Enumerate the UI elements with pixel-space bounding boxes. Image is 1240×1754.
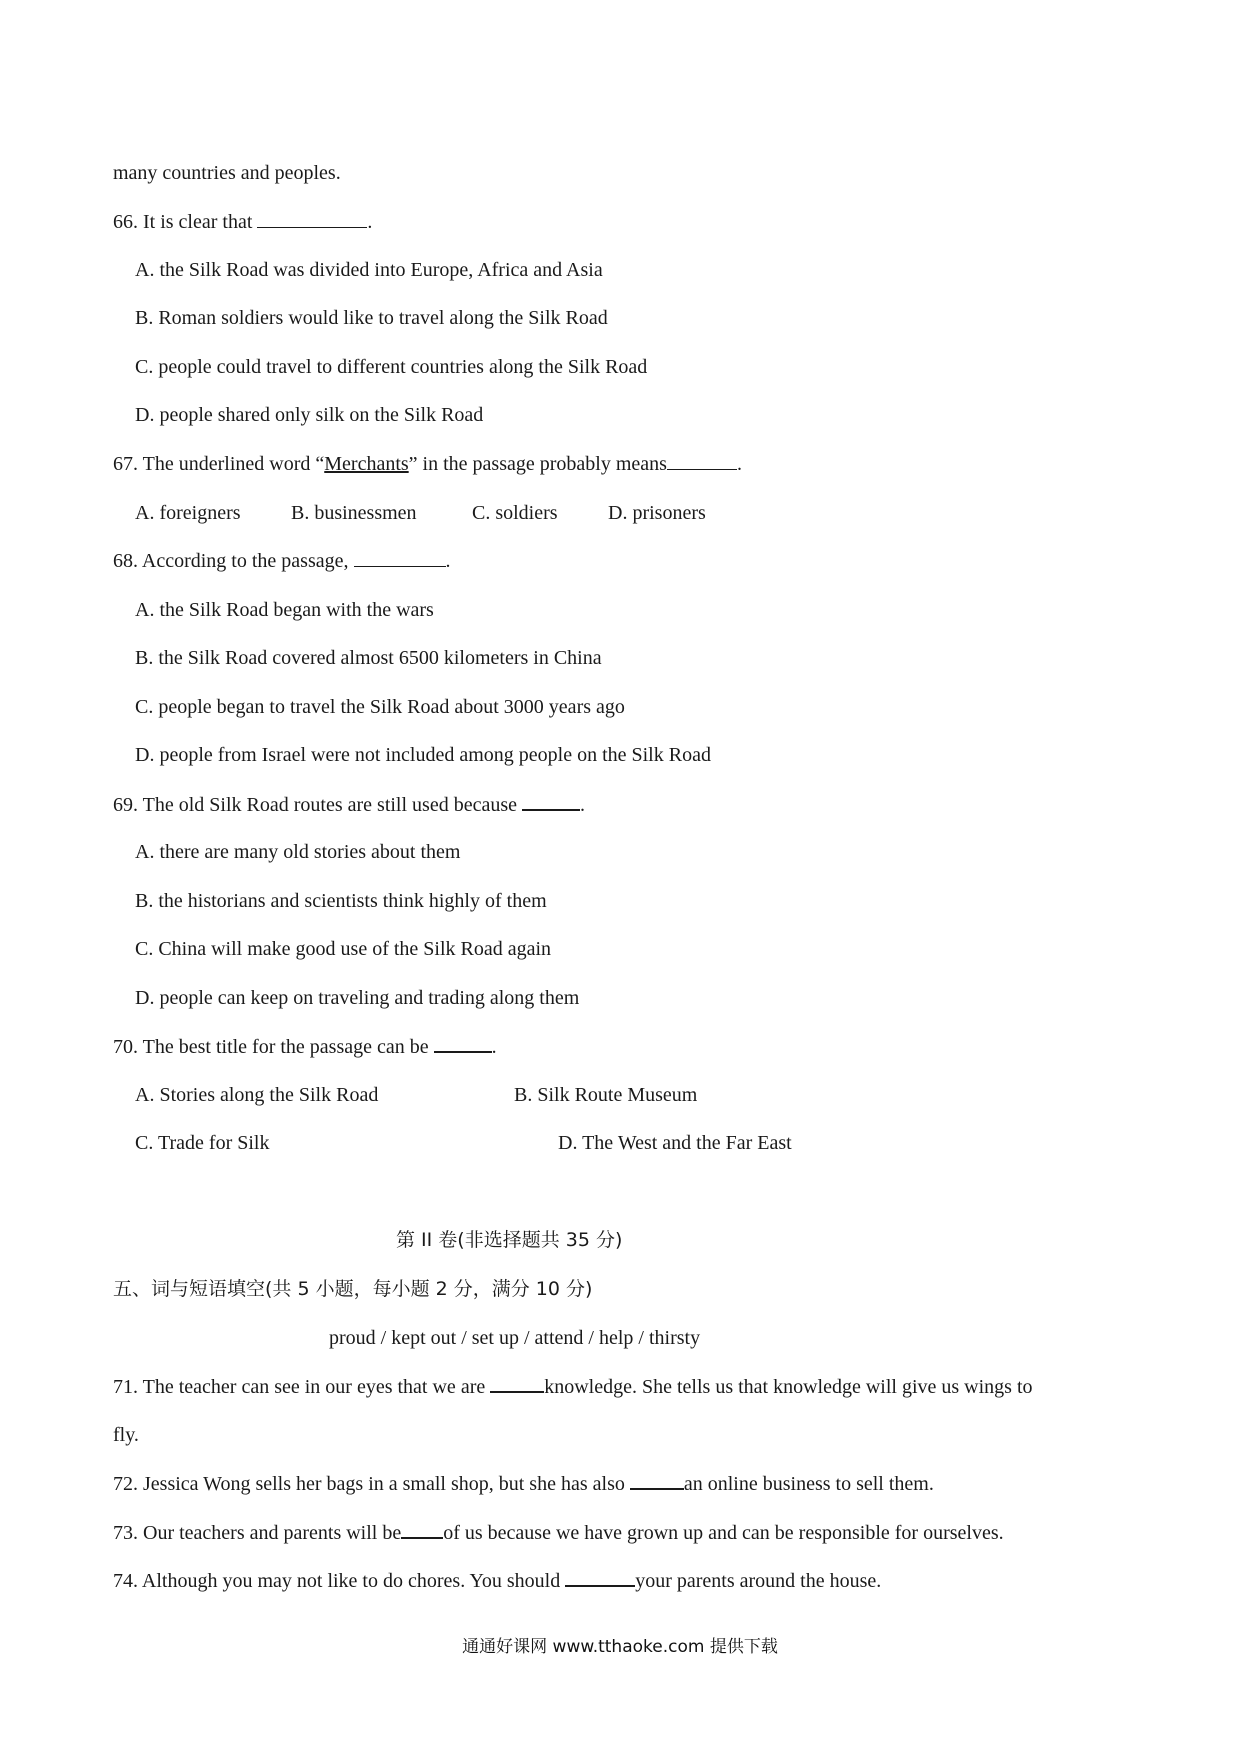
word-bank: proud / kept out / set up / attend / help / thirsty	[329, 1327, 701, 1349]
question-68-option-a: A. the Silk Road began with the wars	[135, 599, 434, 621]
stem-text: .	[580, 794, 585, 816]
stem-text: of us because we have grown up and can be responsible for ourselves.	[443, 1522, 1004, 1544]
question-72	[113, 1471, 934, 1496]
stem-text: .	[367, 211, 373, 233]
answer-blank	[257, 210, 367, 228]
question-69-stem	[113, 792, 585, 817]
answer-blank	[401, 1520, 443, 1539]
answer-blank	[522, 792, 580, 811]
stem-text: ” in the passage probably means	[408, 453, 667, 475]
question-67-option-b: B. businessmen	[291, 502, 417, 524]
stem-text: .	[491, 1036, 497, 1058]
stem-text: 67. The underlined word “	[113, 453, 325, 475]
question-67-option-d: D. prisoners	[608, 502, 706, 524]
question-74	[113, 1568, 881, 1593]
section-2-title: 第 II 卷(非选择题共 35 分)	[396, 1229, 623, 1251]
answer-blank	[630, 1471, 684, 1490]
question-66-option-d: D. people shared only silk on the Silk Road	[135, 404, 484, 426]
question-70-option-d: D. The West and the Far East	[558, 1132, 792, 1154]
stem-text: 68. According to the passage,	[113, 550, 354, 572]
question-66-option-c: C. people could travel to different countries along the Silk Road	[135, 356, 648, 378]
stem-text: .	[736, 453, 742, 475]
stem-text: 73. Our teachers and parents will be	[113, 1522, 402, 1544]
stem-text: 74. Although you may not like to do chores. You should	[113, 1570, 566, 1592]
underlined-word: Merchants	[324, 453, 409, 475]
stem-text: your parents around the house.	[635, 1570, 882, 1592]
question-70-stem	[113, 1034, 497, 1059]
question-69-option-b: B. the historians and scientists think highly of them	[135, 890, 547, 912]
stem-text: 69. The old Silk Road routes are still used because	[113, 794, 522, 816]
answer-blank	[565, 1568, 635, 1587]
answer-blank	[354, 549, 446, 567]
question-70-option-a: A. Stories along the Silk Road	[135, 1084, 379, 1106]
question-73	[113, 1520, 1004, 1545]
question-70-option-b: B. Silk Route Museum	[514, 1084, 698, 1106]
stem-text: 66. It is clear that	[113, 211, 258, 233]
question-66-option-a: A. the Silk Road was divided into Europe, Africa and Asia	[135, 259, 603, 281]
page-footer: 通通好课网 www.tthaoke.com 提供下载	[462, 1637, 778, 1657]
question-71-continuation: fly.	[113, 1424, 139, 1446]
stem-text: 71. The teacher can see in our eyes that we are	[113, 1376, 491, 1398]
answer-blank	[490, 1374, 544, 1393]
question-68-option-c: C. people began to travel the Silk Road about 3000 years ago	[135, 696, 625, 718]
stem-text: 72. Jessica Wong sells her bags in a small shop, but she has also	[113, 1473, 630, 1495]
question-70-option-c: C. Trade for Silk	[135, 1132, 270, 1154]
question-67-stem	[113, 452, 742, 476]
question-66-option-b: B. Roman soldiers would like to travel along the Silk Road	[135, 307, 608, 329]
stem-text: knowledge. She tells us that knowledge will give us wings to	[544, 1376, 1033, 1398]
question-69-option-c: C. China will make good use of the Silk Road again	[135, 938, 552, 960]
question-69-option-a: A. there are many old stories about them	[135, 841, 461, 863]
question-68-option-b: B. the Silk Road covered almost 6500 kilometers in China	[135, 647, 602, 669]
passage-continuation: many countries and peoples.	[113, 162, 341, 184]
question-67-option-c: C. soldiers	[472, 502, 558, 524]
stem-text: .	[445, 550, 451, 572]
question-66-stem	[113, 210, 372, 234]
answer-blank	[667, 452, 737, 470]
question-68-option-d: D. people from Israel were not included among people on the Silk Road	[135, 744, 711, 766]
stem-text: 70. The best title for the passage can be	[113, 1036, 434, 1058]
part-5-title: 五、词与短语填空(共 5 小题，每小题 2 分，满分 10 分)	[113, 1278, 593, 1300]
question-69-option-d: D. people can keep on traveling and trading along them	[135, 987, 580, 1009]
question-67-option-a: A. foreigners	[135, 502, 241, 524]
question-71	[113, 1374, 1033, 1399]
stem-text: an online business to sell them.	[683, 1473, 934, 1495]
question-68-stem	[113, 549, 451, 573]
answer-blank	[434, 1034, 492, 1053]
